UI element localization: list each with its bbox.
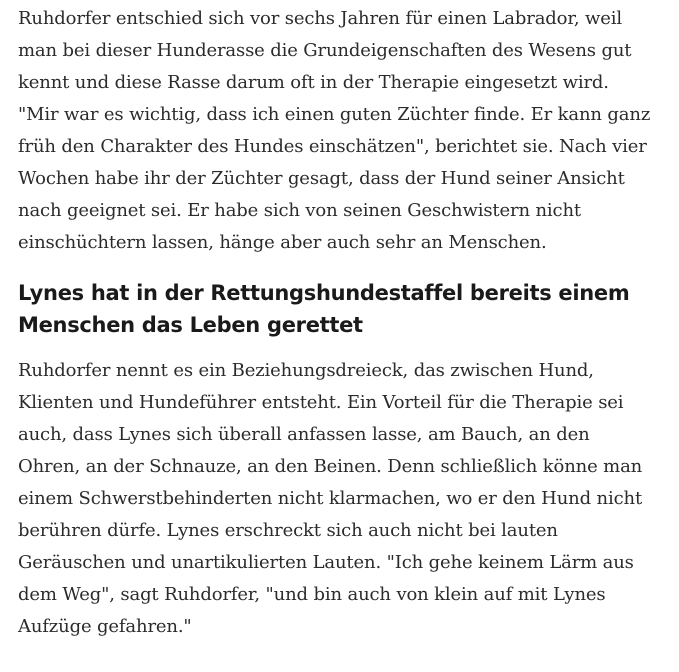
paragraph-1-line: Wochen habe ihr der Züchter gesagt, dass der Hund seiner Ansicht: [18, 168, 625, 189]
paragraph-2: [18, 355, 668, 643]
section-heading-line: Lynes hat in der Rettungshundestaffel bereits einem: [18, 281, 630, 305]
paragraph-1-line: man bei dieser Hunderasse die Grundeigenschaften des Wesens gut: [18, 40, 632, 61]
section-heading: [18, 277, 668, 341]
paragraph-1-line: nach geeignet sei. Er habe sich von seinen Geschwistern nicht: [18, 200, 581, 221]
paragraph-2-line: Ruhdorfer nennt es ein Beziehungsdreieck, das zwischen Hund,: [18, 360, 594, 381]
paragraph-2-line: auch, dass Lynes sich überall anfassen lasse, am Bauch, an den: [18, 424, 590, 445]
article-body: [18, 3, 668, 643]
paragraph-2-line: einem Schwerstbehinderten nicht klarmachen, wo er den Hund nicht: [18, 488, 643, 509]
paragraph-2-line: dem Weg", sagt Ruhdorfer, "und bin auch von klein auf mit Lynes: [18, 584, 606, 605]
paragraph-1-line: "Mir war es wichtig, dass ich einen guten Züchter finde. Er kann ganz: [18, 104, 651, 125]
paragraph-2-line: Klienten und Hundeführer entsteht. Ein Vorteil für die Therapie sei: [18, 392, 624, 413]
paragraph-1-line: früh den Charakter des Hundes einschätzen", berichtet sie. Nach vier: [18, 136, 647, 157]
paragraph-2-line: berühren dürfe. Lynes erschreckt sich auch nicht bei lauten: [18, 520, 558, 541]
paragraph-2-line: Ohren, an der Schnauze, an den Beinen. Denn schließlich könne man: [18, 456, 643, 477]
paragraph-2-line: Geräuschen und unartikulierten Lauten. "Ich gehe keinem Lärm aus: [18, 552, 634, 573]
paragraph-1: [18, 3, 668, 259]
paragraph-2-line: Aufzüge gefahren.": [18, 616, 192, 637]
paragraph-1-line: Ruhdorfer entschied sich vor sechs Jahren für einen Labrador, weil: [18, 8, 622, 29]
paragraph-1-line: kennt und diese Rasse darum oft in der Therapie eingesetzt wird.: [18, 72, 609, 93]
section-heading-line: Menschen das Leben gerettet: [18, 313, 363, 337]
paragraph-1-line: einschüchtern lassen, hänge aber auch sehr an Menschen.: [18, 232, 547, 253]
